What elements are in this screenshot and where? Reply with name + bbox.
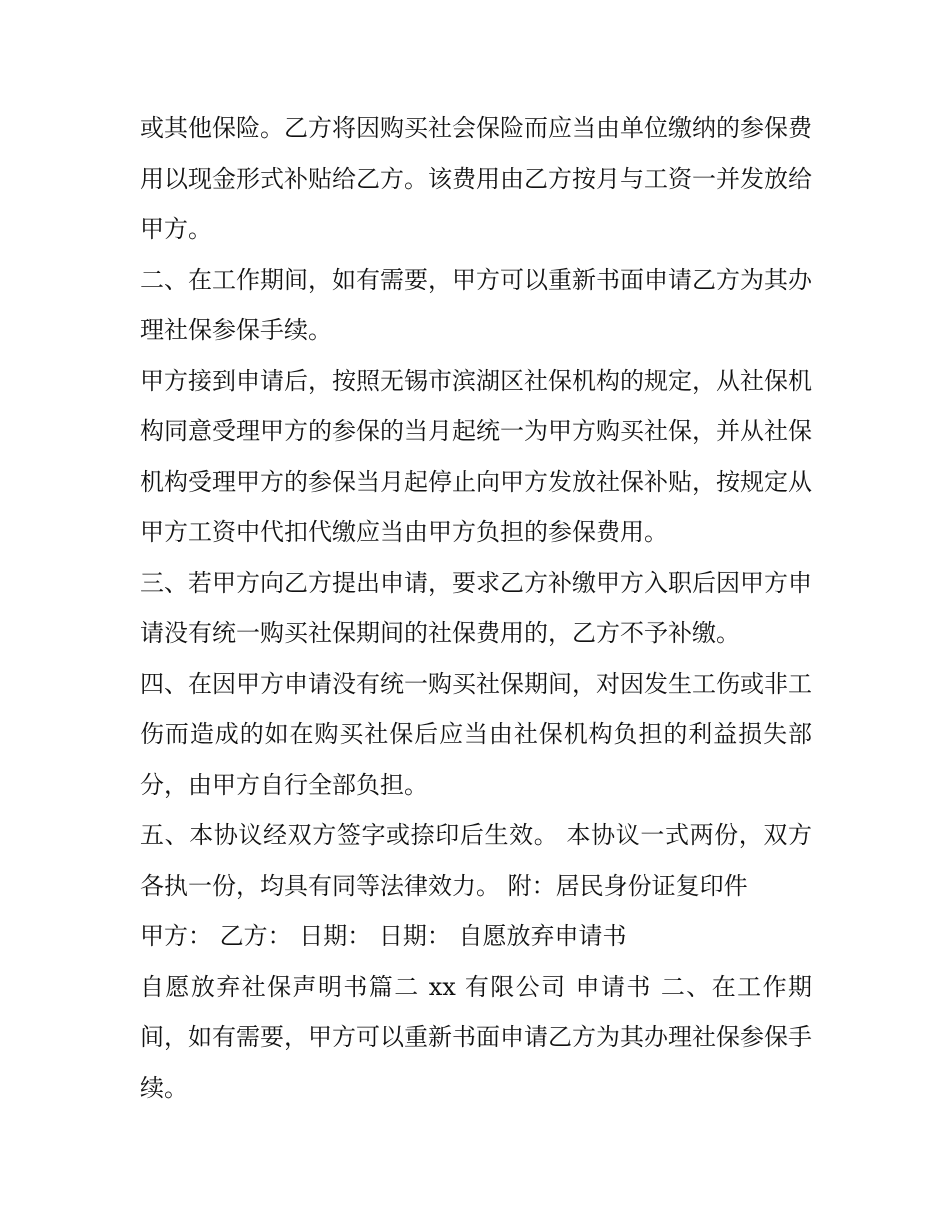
- paragraph-clause-five: 五、本协议经双方签字或捺印后生效。 本协议一式两份，双方各执一份，均具有同等法律效力。 附：居民身份证复印件: [140, 821, 812, 900]
- paragraph-clause-four: 四、在因甲方申请没有统一购买社保期间，对因发生工伤或非工伤而造成的如在购买社保后应当由社保机构负担的利益损失部分，由甲方自行全部负担。: [140, 669, 812, 799]
- paragraph-clause-three: 三、若甲方向乙方提出申请，要求乙方补缴甲方入职后因甲方申请没有统一购买社保期间的社保费用的，乙方不予补缴。: [140, 568, 812, 647]
- paragraph-insurance-subsidy: 或其他保险。乙方将因购买社会保险而应当由单位缴纳的参保费用以现金形式补贴给乙方。该费用由乙方按月与工资一并发放给甲方。: [140, 114, 812, 243]
- paragraph-application-process: 甲方接到申请后，按照无锡市滨湖区社保机构的规定，从社保机构同意受理甲方的参保的当月起统一为甲方购买社保，并从社保机构受理甲方的参保当月起停止向甲方发放社保补贴，按规定从甲方工资中代扣代缴应当由甲方负担的参保费用。: [140, 366, 812, 546]
- paragraph-declaration-two: 自愿放弃社保声明书篇二 xx 有限公司 申请书 二、在工作期间，如有需要，甲方可以重新书面申请乙方为其办理社保参保手续。: [140, 972, 812, 1102]
- paragraph-signature-line: 甲方： 乙方： 日期： 日期： 自愿放弃申请书: [140, 922, 627, 950]
- paragraph-clause-two: 二、在工作期间，如有需要，甲方可以重新书面申请乙方为其办理社保参保手续。: [140, 265, 812, 344]
- document-body: [140, 103, 812, 1113]
